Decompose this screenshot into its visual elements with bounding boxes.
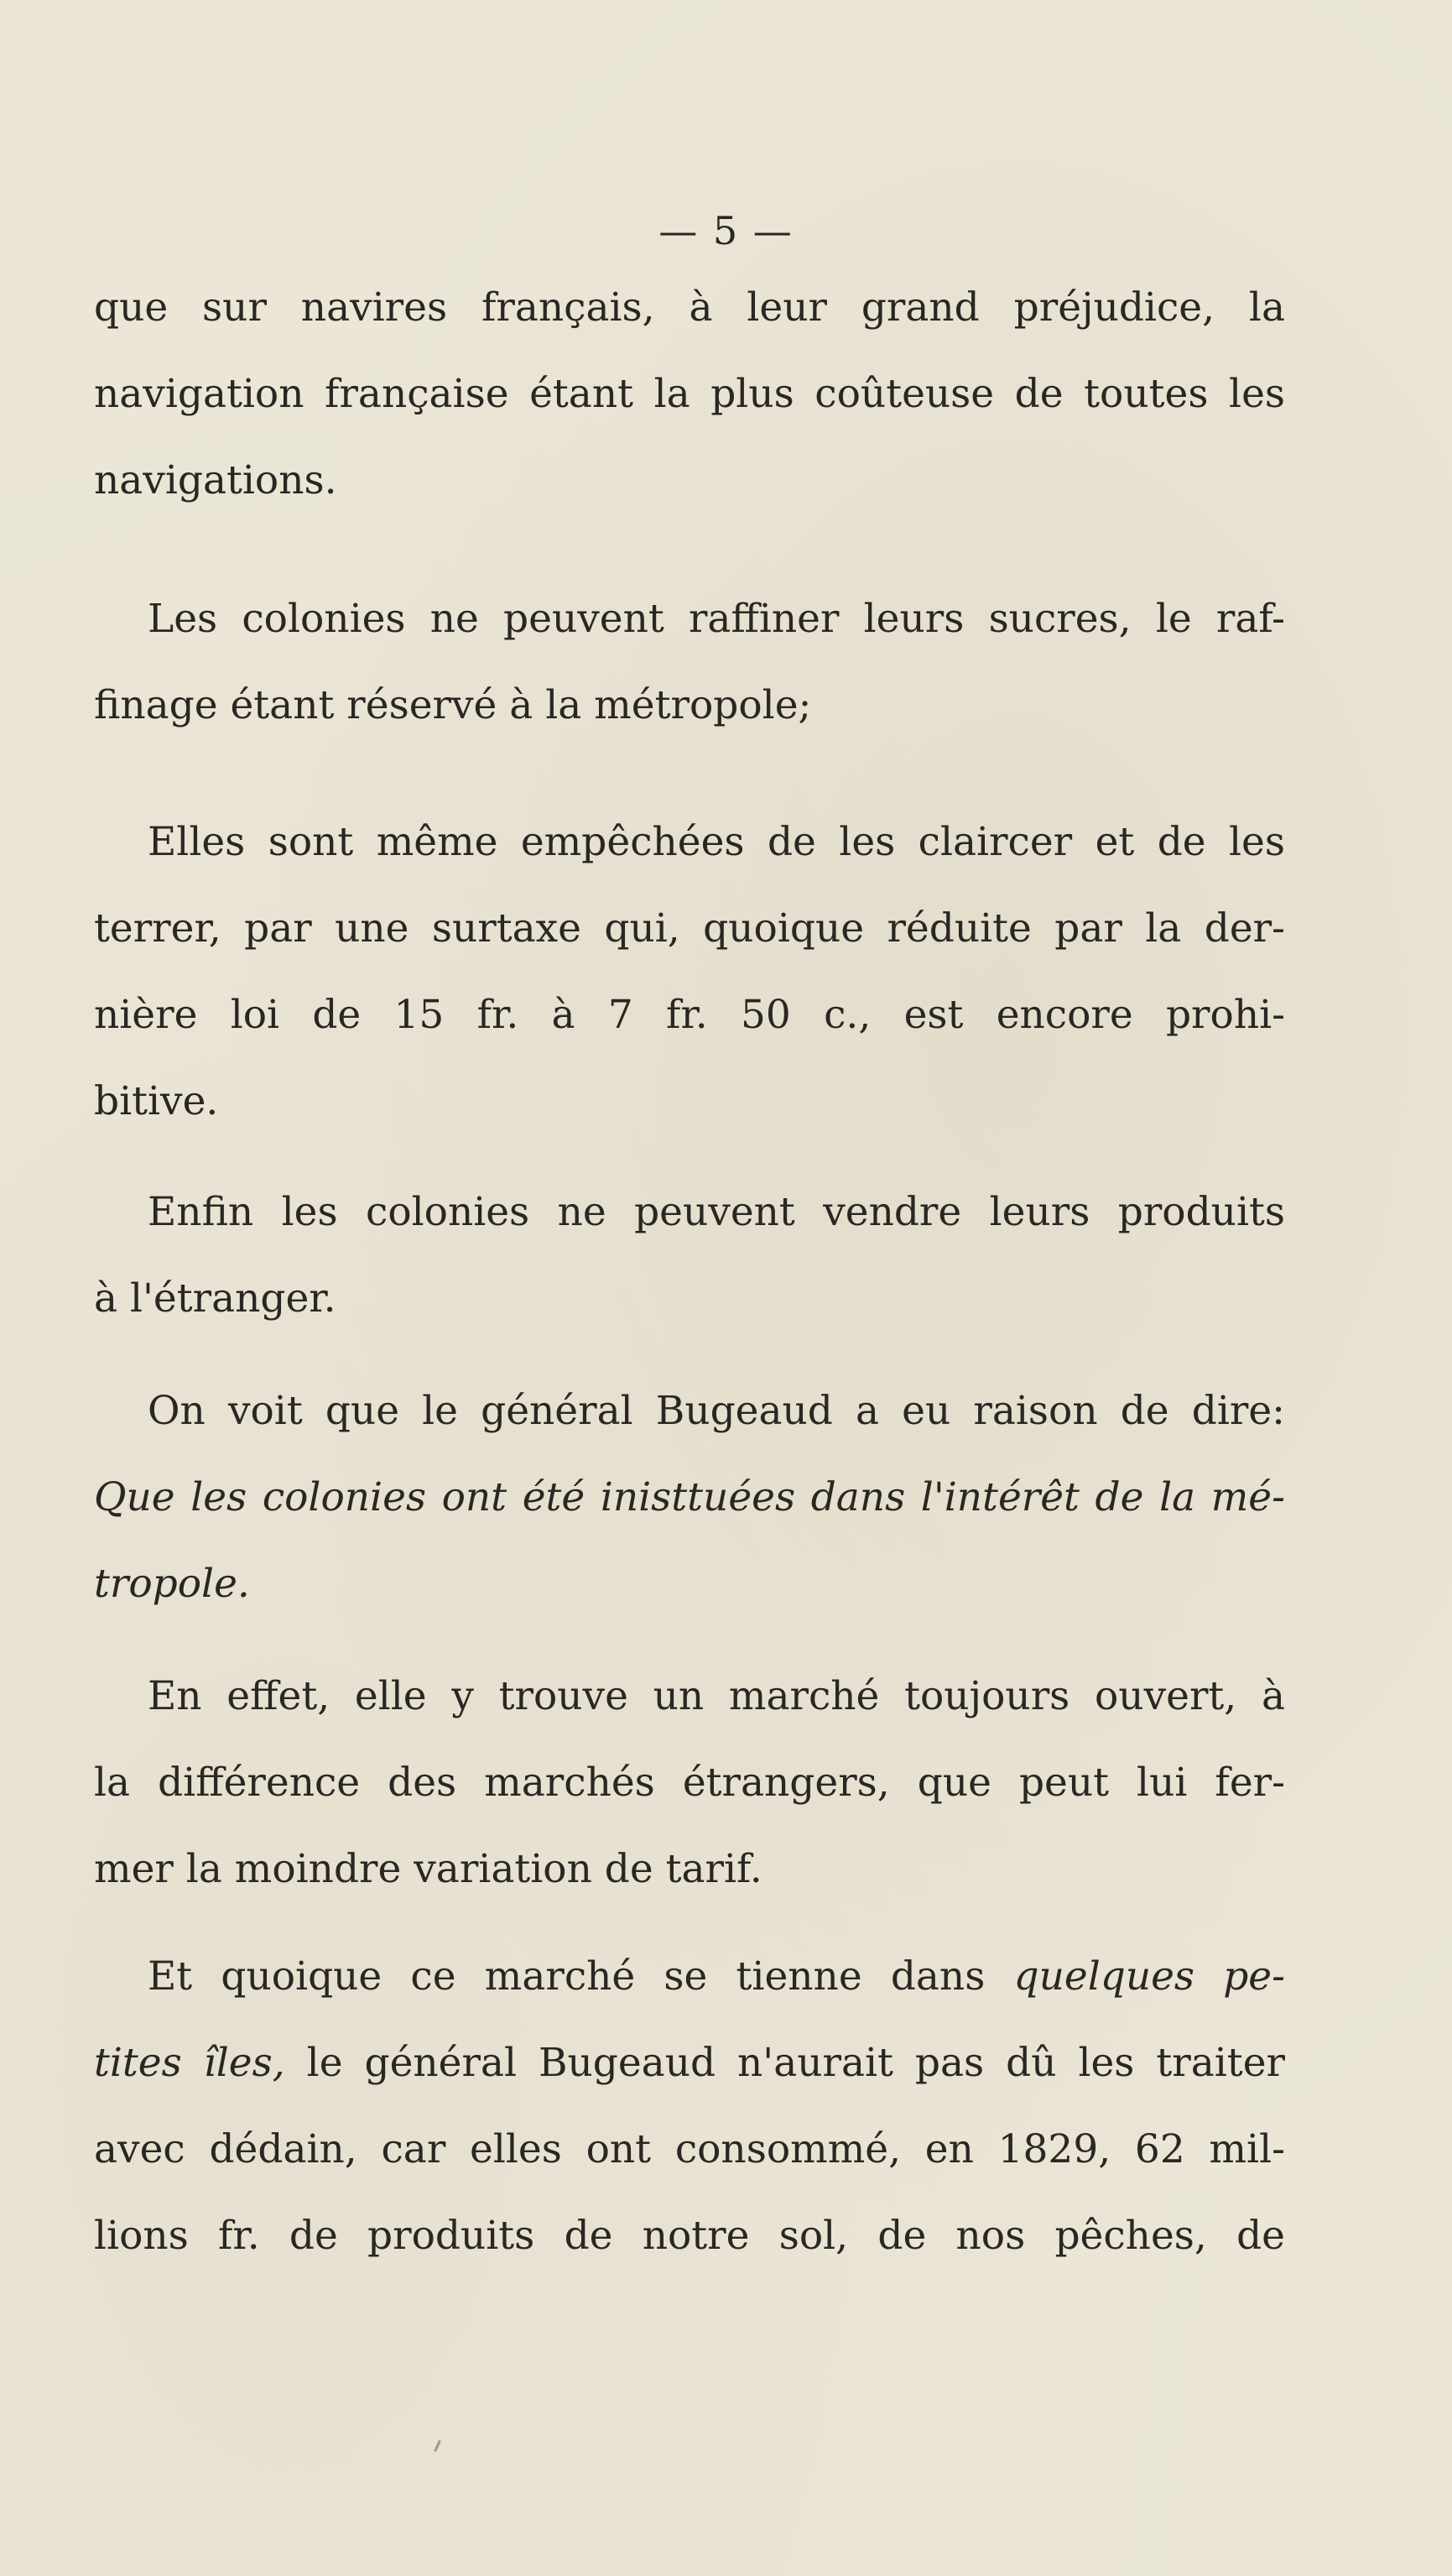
- text-line: finage étant réservé à la métropole;: [94, 682, 812, 728]
- text-line: [94, 1933, 1285, 2020]
- text-line: navigation française étant la plus coûteuse de toutes les: [94, 371, 1285, 417]
- paragraph-marche: [94, 1653, 1285, 1912]
- text-line: mer la moindre variation de tarif.: [94, 1846, 762, 1892]
- italic-segment: tites îles,: [94, 2040, 285, 2086]
- text-segment: le général Bugeaud n'aurait pas dû les traiter: [306, 2040, 1285, 2086]
- text-line: On voit que le général Bugeaud a eu raison de dire:: [148, 1388, 1285, 1434]
- text-line: que sur navires français, à leur grand préjudice, la: [94, 284, 1285, 331]
- paragraph-petites-iles: [94, 1933, 1285, 2279]
- text-line: Elles sont même empêchées de les claircer et de les: [148, 819, 1285, 865]
- text-line: à l'étranger.: [94, 1275, 336, 1322]
- text-line: la différence des marchés étrangers, que peut lui fer-: [94, 1760, 1285, 1806]
- quote-line: tropole.: [94, 1561, 250, 1607]
- paragraph-raffinage: [94, 576, 1285, 748]
- text-line: bitive.: [94, 1078, 219, 1124]
- paragraph-bugeaud-quote: [94, 1368, 1285, 1627]
- paragraph-surtaxe: [94, 799, 1285, 1145]
- ink-speck: [434, 2440, 441, 2452]
- quote-line: Que les colonies ont été inisttuées dans l'intérêt de la mé-: [94, 1474, 1285, 1520]
- text-line: nière loi de 15 fr. à 7 fr. 50 c., est encore prohi-: [94, 992, 1285, 1038]
- text-line: lions fr. de produits de notre sol, de nos pêches, de: [94, 2213, 1285, 2259]
- text-line: [94, 2020, 1285, 2106]
- text-line: terrer, par une surtaxe qui, quoique réduite par la der-: [94, 905, 1285, 952]
- text-line: Les colonies ne peuvent raffiner leurs sucres, le raf-: [148, 596, 1285, 642]
- text-line: Enfin les colonies ne peuvent vendre leurs produits: [148, 1189, 1285, 1235]
- text-line: navigations.: [94, 457, 337, 503]
- paragraph-navigation: [94, 264, 1285, 524]
- paragraph-etranger: [94, 1169, 1285, 1342]
- text-segment: Et quoique ce marché se tienne dans: [148, 1953, 986, 2000]
- italic-segment: quelques pe-: [1013, 1953, 1285, 2000]
- page-number: — 5 —: [658, 208, 794, 253]
- text-line: avec dédain, car elles ont consommé, en 1829, 62 mil-: [94, 2126, 1285, 2172]
- text-line: En effet, elle y trouve un marché toujours ouvert, à: [148, 1673, 1285, 1719]
